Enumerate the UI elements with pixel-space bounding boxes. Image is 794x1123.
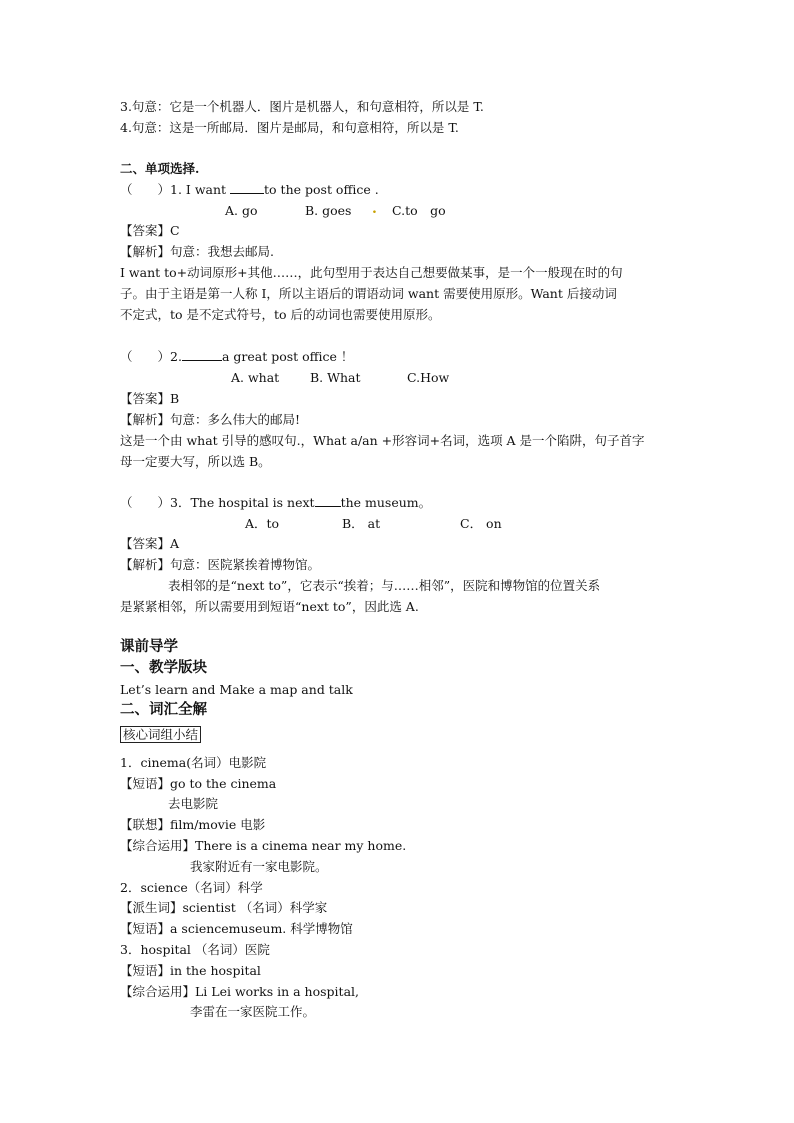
q1-suffix: to the post office . — [264, 182, 379, 197]
q2-option-c: C.How — [407, 370, 450, 385]
q2-analysis-text: 句意：多么伟大的邮局! — [170, 412, 301, 427]
guide-sub-1-text: Let’s learn and Make a map and talk — [120, 682, 353, 697]
q2-analysis-label: 【解析】 — [120, 412, 171, 427]
q1-answer: 【答案】C — [120, 223, 180, 238]
q1-explain-1: I want to+动词原形+其他……，此句型用于表达自己想要做某事，是一个一般现在时的句 — [120, 265, 623, 280]
q3-option-b: B． at — [342, 516, 381, 531]
q2-explain-2: 母一定要大写，所以选 B。 — [120, 454, 271, 469]
vocab-3-head: 3．hospital （名词）医院 — [120, 942, 270, 957]
vocab-1-phrase-cn: 去电影院 — [168, 796, 219, 811]
question-3 — [120, 494, 431, 512]
q1-explain-2: 子。由于主语是第一人称 I，所以主语后的谓语动词 want 需要使用原形。Want 后接动词 — [120, 286, 617, 301]
q2-option-b: B. What — [310, 370, 361, 385]
vocab-1-use: 【综合运用】There is a cinema near my home. — [120, 838, 407, 853]
q2-suffix: a great post office ！ — [221, 349, 354, 364]
q3-prefix: 3．The hospital is next — [170, 495, 315, 510]
q3-analysis — [120, 556, 320, 574]
vocab-1-head: 1．cinema(名词）电影院 — [120, 755, 267, 770]
q1-option-b: B. goes — [305, 203, 352, 218]
dot-mark-icon: . — [372, 201, 377, 217]
section-title-single-choice: 二、单项选择. — [120, 161, 200, 176]
q2-explain-1: 这是一个由 what 引导的感叹句.，What a/an +形容词+名词，选项 A 是一个陷阱，句子首字 — [120, 433, 645, 448]
q1-blank — [230, 181, 264, 194]
q1-paren: （ ） — [120, 182, 171, 197]
vocab-1-phrase: 【短语】go to the cinema — [120, 776, 277, 791]
q1-analysis-label: 【解析】 — [120, 244, 171, 259]
q2-paren: （ ） — [120, 349, 171, 364]
q3-analysis-text: 句意：医院紧挨着博物馆。 — [170, 557, 321, 572]
guide-sub-1: 一、教学版块 — [120, 659, 207, 676]
q1-option-c: C.to go — [392, 203, 446, 218]
guide-sub-2: 二、词汇全解 — [120, 701, 207, 718]
vocab-2-phrase: 【短语】a sciencemuseum. 科学博物馆 — [120, 921, 353, 936]
core-phrase-box-label: 核心词组小结 — [120, 726, 201, 743]
q3-suffix: the museum。 — [340, 495, 432, 510]
q1-analysis — [120, 243, 274, 261]
q2-prefix: 2. — [170, 349, 182, 364]
q3-option-c: C． on — [460, 516, 502, 531]
q3-answer: 【答案】A — [120, 536, 180, 551]
vocab-3-use: 【综合运用】Li Lei works in a hospital, — [120, 984, 359, 999]
q1-prefix: 1. I want — [170, 182, 231, 197]
vocab-1-assoc: 【联想】film/movie 电影 — [120, 817, 266, 832]
q1-analysis-text: 句意：我想去邮局. — [170, 244, 274, 259]
vocab-3-use-cn: 李雷在一家医院工作。 — [190, 1004, 316, 1019]
core-phrase-box — [120, 726, 201, 744]
vocab-2-derive: 【派生词】scientist （名词）科学家 — [120, 900, 328, 915]
q3-paren: （ ） — [120, 495, 171, 510]
q3-explain-1: 表相邻的是“next to”，它表示“挨着；与……相邻”，医院和博物馆的位置关系 — [168, 578, 601, 593]
question-1 — [120, 181, 379, 199]
vocab-2-head: 2．science（名词）科学 — [120, 880, 263, 895]
vocab-3-phrase: 【短语】in the hospital — [120, 963, 261, 978]
q3-analysis-label: 【解析】 — [120, 557, 171, 572]
q2-analysis — [120, 411, 300, 429]
q1-option-a: A. go — [225, 203, 258, 218]
q2-answer: 【答案】B — [120, 391, 180, 406]
q2-blank — [182, 348, 222, 361]
vocab-1-use-cn: 我家附近有一家电影院。 — [190, 859, 328, 874]
q3-explain-2: 是紧紧相邻，所以需要用到短语“next to”，因此选 A. — [120, 599, 419, 614]
intro-line-3: 3.句意：它是一个机器人．图片是机器人，和句意相符，所以是 T. — [120, 99, 484, 114]
q1-explain-3: 不定式，to 是不定式符号，to 后的动词也需要使用原形。 — [120, 307, 441, 322]
q3-blank — [315, 494, 341, 507]
q2-option-a: A. what — [231, 370, 280, 385]
guide-title: 课前导学 — [120, 638, 178, 655]
q3-option-a: A．to — [245, 516, 280, 531]
question-2 — [120, 348, 353, 366]
intro-line-4: 4.句意：这是一所邮局．图片是邮局，和句意相符，所以是 T. — [120, 120, 459, 135]
